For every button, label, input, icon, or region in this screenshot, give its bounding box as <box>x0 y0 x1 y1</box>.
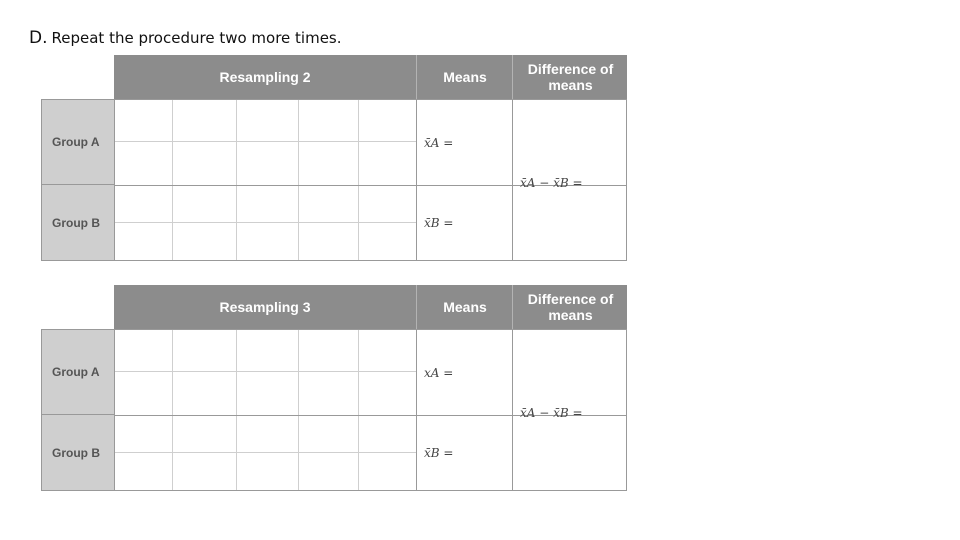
mean-a-label: xA = <box>424 366 454 380</box>
grid-line <box>236 100 237 260</box>
difference-header <box>512 55 628 99</box>
grid-line <box>512 100 513 260</box>
group-label-column <box>42 330 115 490</box>
difference-label: x̄A − x̄B = <box>520 176 583 190</box>
resampling-title: Resampling 3 <box>219 299 311 315</box>
group-b-label: Group B <box>52 445 100 460</box>
means-header: Means <box>416 55 513 99</box>
group-b-label: Group B <box>52 215 100 230</box>
resampling-title: Resampling 2 <box>219 69 311 85</box>
grid-line <box>358 100 359 260</box>
table-body <box>41 329 627 491</box>
grid-line <box>172 330 173 490</box>
difference-header-text: Difference of means <box>527 291 614 323</box>
mean-b-label: x̄B = <box>424 446 454 460</box>
grid-line <box>236 330 237 490</box>
mean-a-label: x̄A = <box>424 136 454 150</box>
grid-line <box>115 141 416 142</box>
means-header: Means <box>416 285 513 329</box>
instruction-line <box>29 28 342 48</box>
table-body <box>41 99 627 261</box>
group-a-label: Group A <box>42 100 114 185</box>
table-header <box>114 55 627 99</box>
table-header <box>114 285 627 329</box>
difference-header <box>512 285 628 329</box>
difference-label: x̄A − x̄B = <box>520 406 583 420</box>
grid-line <box>115 371 416 372</box>
grid-line <box>115 222 416 223</box>
grid-line <box>298 330 299 490</box>
grid-line <box>115 452 416 453</box>
step-letter: D. <box>29 28 48 48</box>
instruction-text: Repeat the procedure two more times. <box>51 29 342 47</box>
difference-header-text: Difference of means <box>527 61 614 93</box>
grid-line <box>416 330 417 490</box>
grid-line <box>298 100 299 260</box>
grid-line <box>172 100 173 260</box>
grid-line <box>416 100 417 260</box>
group-a-label: Group A <box>42 330 114 415</box>
mean-b-label: x̄B = <box>424 216 454 230</box>
grid-line <box>358 330 359 490</box>
grid-line <box>512 330 513 490</box>
group-label-column <box>42 100 115 260</box>
